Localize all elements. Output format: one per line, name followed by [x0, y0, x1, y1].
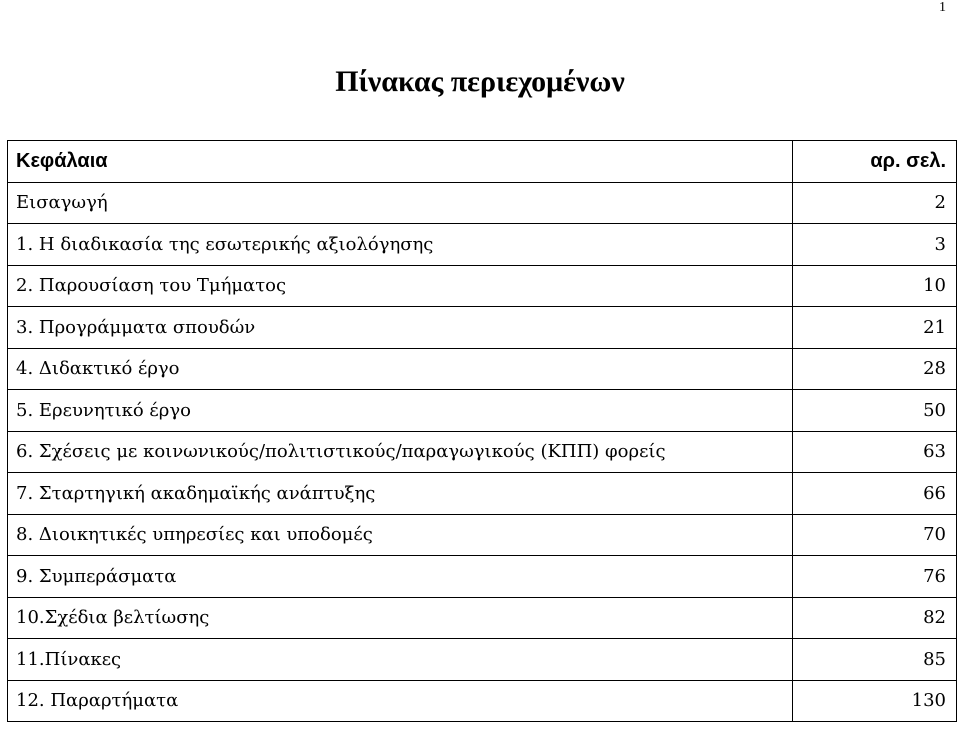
toc-row	[8, 514, 957, 556]
toc-row	[8, 639, 957, 681]
toc-row-page: 66	[793, 473, 957, 515]
toc-row-page: 50	[793, 390, 957, 432]
toc-row	[8, 597, 957, 639]
page-title: Πίνακας περιεχομένων	[335, 65, 625, 98]
toc-row-page: 3	[793, 224, 957, 266]
toc-row-page: 28	[793, 348, 957, 390]
toc-row-page: 10	[793, 265, 957, 307]
page-number: 1	[939, 0, 946, 15]
toc-row-page: 70	[793, 514, 957, 556]
toc-row-label: 5. Ερευνητικό έργο	[8, 390, 793, 432]
toc-table	[7, 140, 957, 722]
toc-row-label: 11.Πίνακες	[8, 639, 793, 681]
toc-row	[8, 307, 957, 349]
toc-row-label: Εισαγωγή	[8, 182, 793, 224]
toc-row-page: 76	[793, 556, 957, 598]
toc-row	[8, 348, 957, 390]
toc-row-label: 8. Διοικητικές υπηρεσίες και υποδομές	[8, 514, 793, 556]
toc-header-chapters: Κεφάλαια	[8, 141, 793, 183]
toc-header-page: αρ. σελ.	[793, 141, 957, 183]
toc-row	[8, 182, 957, 224]
toc-header-row	[8, 141, 957, 183]
toc-row-label: 3. Προγράμματα σπουδών	[8, 307, 793, 349]
toc-row-page: 2	[793, 182, 957, 224]
toc-row-label: 9. Συμπεράσματα	[8, 556, 793, 598]
toc-row-label: 1. Η διαδικασία της εσωτερικής αξιολόγησης	[8, 224, 793, 266]
toc-row-label: 7. Σταρτηγική ακαδημαϊκής ανάπτυξης	[8, 473, 793, 515]
toc-row-page: 21	[793, 307, 957, 349]
toc-row	[8, 390, 957, 432]
toc-row	[8, 680, 957, 722]
toc-row	[8, 473, 957, 515]
toc-row	[8, 431, 957, 473]
toc-row-label: 2. Παρουσίαση του Τμήματος	[8, 265, 793, 307]
toc-row-label: 4. Διδακτικό έργο	[8, 348, 793, 390]
toc-row-label: 6. Σχέσεις με κοινωνικούς/πολιτιστικούς/παραγωγικούς (ΚΠΠ) φορείς	[8, 431, 793, 473]
toc-row-page: 130	[793, 680, 957, 722]
toc-row-label: 12. Παραρτήματα	[8, 680, 793, 722]
toc-row	[8, 265, 957, 307]
toc-row-label: 10.Σχέδια βελτίωσης	[8, 597, 793, 639]
toc-row-page: 63	[793, 431, 957, 473]
toc-row-page: 85	[793, 639, 957, 681]
toc-row	[8, 224, 957, 266]
toc-row-page: 82	[793, 597, 957, 639]
toc-row	[8, 556, 957, 598]
